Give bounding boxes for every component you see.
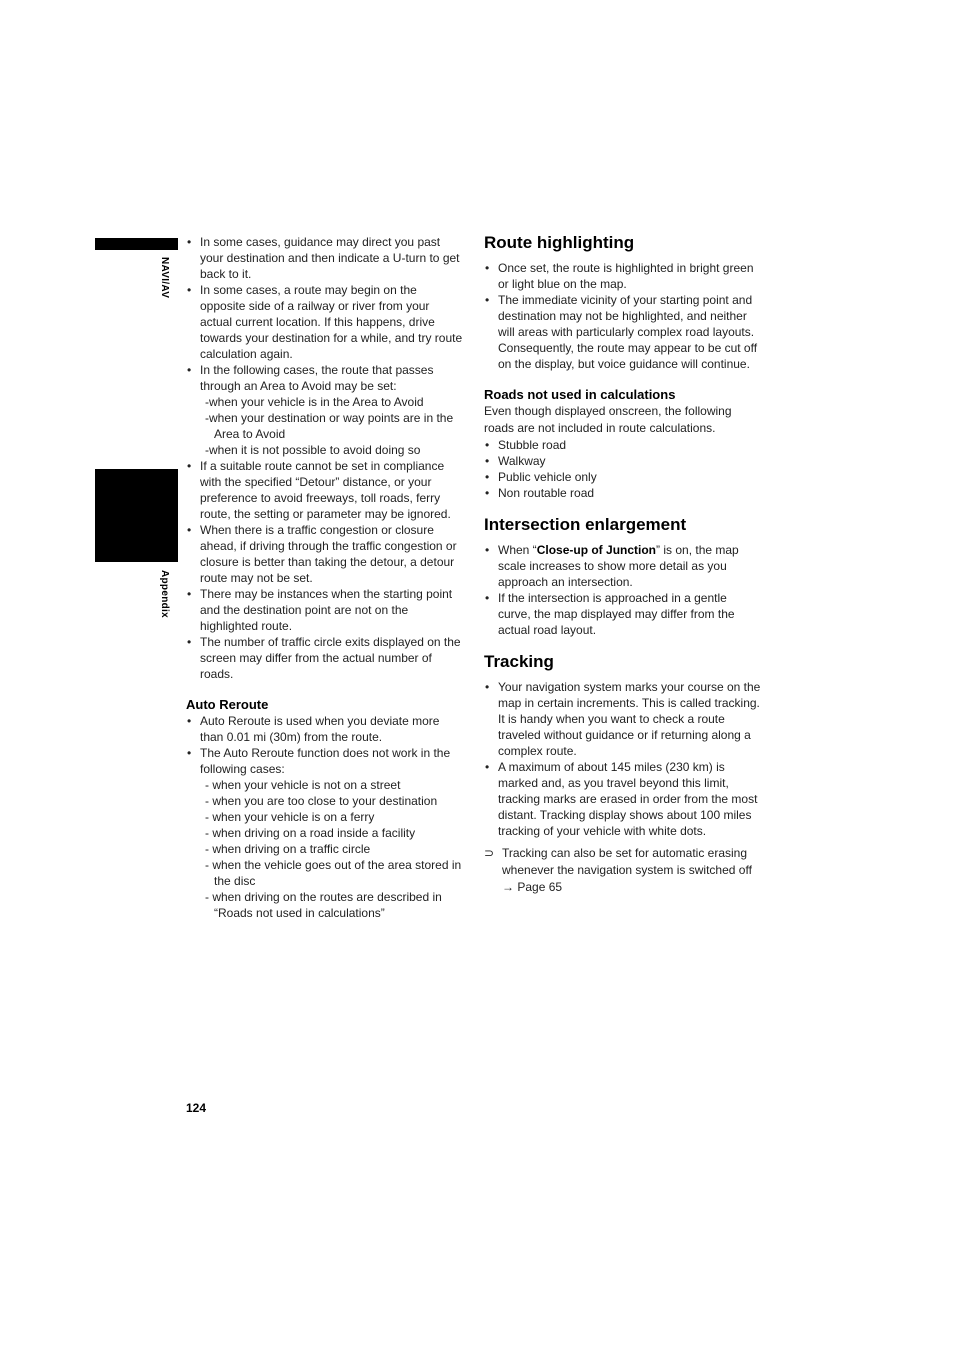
intersection-heading: Intersection enlargement — [484, 515, 687, 534]
list-item: • In the following cases, the route that passes through an Area to Avoid may be set: -when your vehicle is in the Area to Avoid -when your destination or way points are in the Area to Avoid -when it is not possible to avoid doing so — [186, 362, 464, 458]
guidance-notes-list — [186, 234, 464, 682]
route-highlighting-list — [484, 260, 762, 372]
list-item: • Stubble road — [484, 437, 762, 453]
side-tab-navi-label: NAVI/AV — [159, 257, 170, 299]
tracking-note: ⊃ Tracking can also be set for automatic erasing whenever the navigation system is switched off → Page 65 — [484, 846, 752, 894]
list-item: • The number of traffic circle exits displayed on the screen may differ from the actual number of roads. — [186, 634, 464, 682]
side-tab-top-bar — [95, 238, 178, 250]
list-item: • The Auto Reroute function does not work in the following cases: - when your vehicle is not on a street - when you are too close to your destination - when your vehicle is on a ferry - when driving on a road inside a facility - when driving on a traffic circle - when the vehicle goes out of the area stored in the disc - when driving on the routes are described in “Roads not used in calculations” — [186, 745, 464, 921]
reroute-case: - when driving on a road inside a facility — [205, 826, 416, 840]
list-item: • There may be instances when the starting point and the destination point are not on the highlighted route. — [186, 586, 464, 634]
arrow-right-icon: → — [502, 880, 514, 894]
reroute-case: - when the vehicle goes out of the area stored in the disc — [205, 858, 462, 888]
reroute-case: - when your vehicle is on a ferry — [205, 810, 375, 824]
list-item: • Non routable road — [484, 485, 762, 501]
reroute-case: - when driving on the routes are described in “Roads not used in calculations” — [205, 890, 442, 920]
page-reference-link[interactable]: Page 65 — [517, 880, 563, 894]
list-item: • The immediate vicinity of your starting point and destination may not be highlighted, and neither will areas with particularly complex road layouts. Consequently, the route may appear to be cut off on the display, but voice guidance will continue. — [484, 292, 762, 372]
list-item: • When “Close-up of Junction” is on, the map scale increases to show more detail as you approach an intersection. — [484, 542, 762, 590]
list-item: • Walkway — [484, 453, 762, 469]
reroute-case: - when your vehicle is not on a street — [205, 778, 401, 792]
list-item: • In some cases, guidance may direct you past your destination and then indicate a U-turn to get back to it. — [186, 234, 464, 282]
page-number: 124 — [186, 1101, 207, 1115]
left-column — [186, 234, 464, 921]
list-item: • Once set, the route is highlighted in bright green or light blue on the map. — [484, 260, 762, 292]
list-item: • In some cases, a route may begin on the opposite side of a railway or river from your actual current location. If this happens, drive towards your destination for a while, and try route calculation again. — [186, 282, 464, 362]
tracking-list — [484, 679, 762, 839]
list-item: • When there is a traffic congestion or closure ahead, if driving through the traffic congestion or closure is better than taking the detour, a detour route may not be set. — [186, 522, 464, 586]
avoid-case: -when your vehicle is in the Area to Avoid — [205, 395, 424, 409]
route-highlighting-heading: Route highlighting — [484, 233, 635, 252]
right-column — [484, 232, 762, 896]
intersection-list — [484, 542, 762, 638]
avoid-case: -when your destination or way points are in the Area to Avoid — [205, 411, 454, 441]
reroute-case: - when you are too close to your destination — [205, 794, 438, 808]
auto-reroute-heading: Auto Reroute — [186, 697, 269, 712]
list-item: • Auto Reroute is used when you deviate more than 0.01 mi (30m) from the route. — [186, 713, 464, 745]
close-up-of-junction-label: Close-up of Junction — [536, 543, 657, 557]
roads-not-used-heading: Roads not used in calculations — [484, 387, 676, 402]
list-item: • Your navigation system marks your course on the map in certain increments. This is called tracking. It is handy when you want to check a route traveled without guidance or if returning along a complex route. — [484, 679, 762, 759]
auto-reroute-list — [186, 713, 464, 921]
roads-not-used-intro: Even though displayed onscreen, the following roads are not included in route calculations. — [484, 404, 732, 435]
list-item: • A maximum of about 145 miles (230 km) is marked and, as you travel beyond this limit, tracking marks are erased in order from the most distant. Tracking display shows about 100 miles tracking of your vehicle with white dots. — [484, 759, 762, 839]
side-tab-appendix-label: Appendix — [159, 570, 170, 618]
side-tab-block — [95, 469, 178, 562]
roads-not-used-list — [484, 437, 762, 501]
tracking-heading: Tracking — [484, 652, 554, 671]
list-item: • If a suitable route cannot be set in compliance with the specified “Detour” distance, or your preference to avoid freeways, toll roads, ferry route, the setting or parameter may be ignored. — [186, 458, 464, 522]
reroute-case: - when driving on a traffic circle — [205, 842, 371, 856]
list-item: • If the intersection is approached in a gentle curve, the map displayed may differ from the actual road layout. — [484, 590, 762, 638]
note-icon: ⊃ — [484, 846, 495, 860]
avoid-case: -when it is not possible to avoid doing so — [205, 443, 421, 457]
list-item: • Public vehicle only — [484, 469, 762, 485]
